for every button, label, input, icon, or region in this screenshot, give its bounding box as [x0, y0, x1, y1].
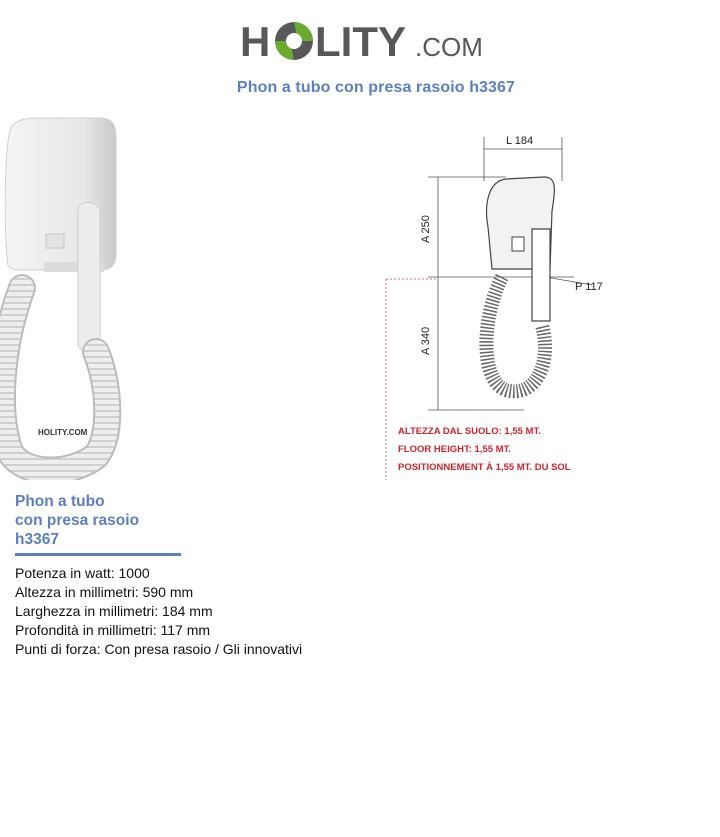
divider [15, 553, 181, 556]
depth-label: P 117 [575, 281, 603, 293]
spec-strengths: Punti di forza: Con presa rasoio / Gli innovativi [15, 641, 303, 657]
diagram-note: FLOOR HEIGHT: 1,55 MT. [398, 444, 511, 455]
spec-power: Potenza in watt: 1000 [15, 565, 150, 581]
product-name-line: h3367 [15, 531, 59, 548]
logo-tld: .COM [415, 32, 483, 62]
diagram-note: ALTEZZA DAL SUOLO: 1,55 MT. [398, 426, 541, 437]
product-name [15, 492, 215, 549]
height-top-label: A 250 [420, 215, 432, 243]
product-photo [0, 116, 122, 480]
diagram-note: POSITIONNEMENT À 1,55 MT. DU SOL [398, 462, 571, 473]
spec-height: Altezza in millimetri: 590 mm [15, 584, 194, 600]
spec-width: Larghezza in millimetri: 184 mm [15, 603, 213, 619]
product-name-line: Phon a tubo [15, 493, 105, 510]
spec-depth: Profondità in millimetri: 117 mm [15, 622, 211, 638]
logo-word: LITY [315, 18, 406, 65]
product-name-line: con presa rasoio [15, 512, 140, 529]
photo-badge: HOLITY.COM [38, 428, 88, 437]
holity-logo[interactable] [238, 12, 488, 68]
page-title: Phon a tubo con presa rasoio h3367 [236, 79, 516, 96]
spec-list [15, 564, 302, 659]
logo-letter-h: H [240, 18, 271, 65]
logo-o-icon [275, 22, 313, 60]
height-bottom-label: A 340 [420, 326, 432, 355]
width-label: L 184 [506, 135, 534, 147]
dimension-diagram [384, 125, 624, 480]
